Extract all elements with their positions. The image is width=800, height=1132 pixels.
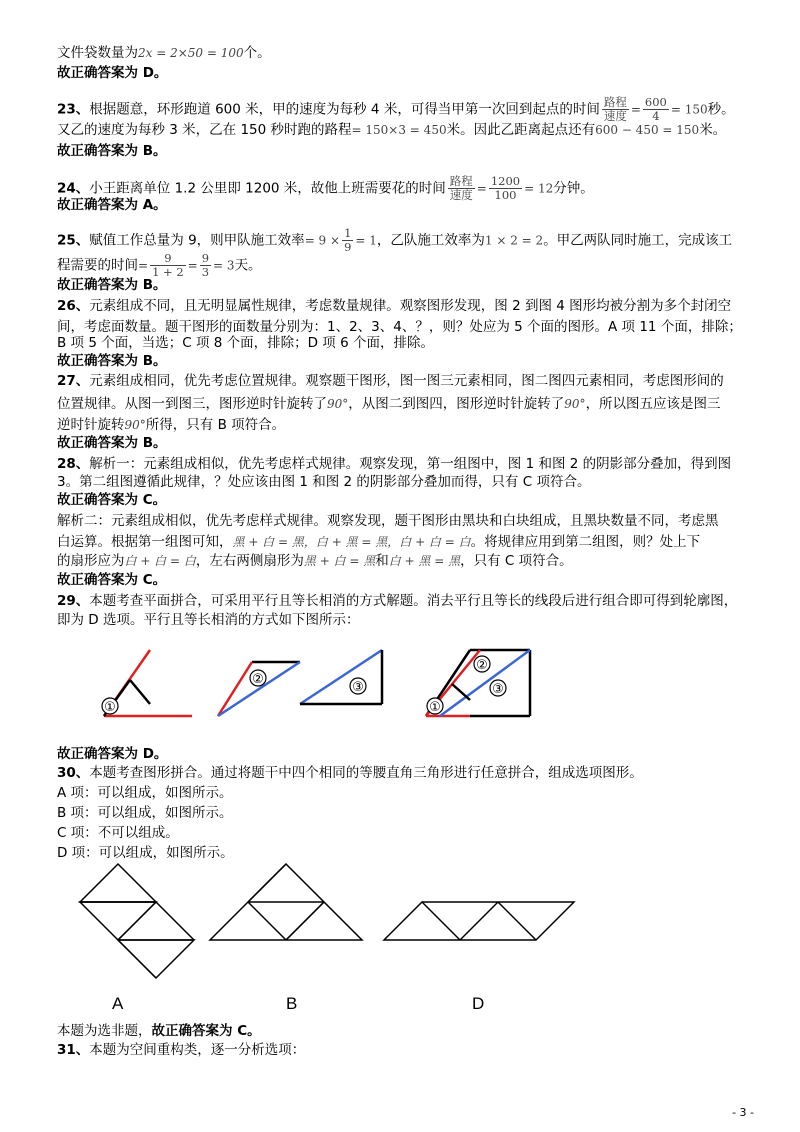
text-span: 和 [375,553,389,569]
answer-line: 故正确答案为 B。 [57,353,167,369]
circle-label-2: ② [476,658,488,673]
question-27-line-1 [57,372,724,390]
figure-29-diagram [90,640,570,740]
question-30-conclusion [57,1022,261,1040]
question-26-line-2: 间，考虑面数量。题干图形的面数量分别为：1、2、3、4、？，则？处应为 5 个面的图形。A 项 11 个面，排除； [57,319,742,335]
question-26-line-3: B 项 5 个面，当选；C 项 8 个面，排除；D 项 6 个面，排除。 [57,335,434,351]
formula: 白 + 白 = 白 [399,535,471,549]
text-span: 本题考查图形拼合。通过将题干中四个相同的等腰直角三角形进行任意拼合，组成选项图形。 [89,765,643,781]
question-23-line-2 [57,121,726,139]
question-29-line-2: 即为 D 选项。平行且等长相消的方式如下图所示： [57,612,360,628]
formula: = 150 [670,102,708,117]
question-23-line-1: 23、根据题意，环形跑道 600 米，甲的速度为每秒 4 米，可得当甲第一次回到起点的时间 $\frac{\text{路程}}{\text{速度}}$ = $\frac{600}{4}$ = 150秒。 [57,95,735,123]
figure-30-shape-a [80,864,194,978]
text-span: 个。 [243,45,271,61]
answer-line: 故正确答案为 D。 [57,65,168,81]
numerator: 600 [644,95,667,109]
text-span: 位置规律。从图一到图三，图形逆时针旋转了 [57,396,327,412]
question-28-line-2: 3。第二组图遵循此规律，？处应该由图 1 和图 2 的阴影部分叠加而得，只有 C 项符合。 [57,474,591,490]
question-26-line-1 [57,297,731,315]
circle-label-3: ③ [352,680,364,695]
question-28-line-3: 解析二：元素组成相似，优先考虑样式规律。观察发现，题干图形由黑块和白块组成，且黑块数量不同，考虑黑 [57,513,719,529]
formula: = 1 [355,233,377,248]
answer-line: 故正确答案为 B。 [57,435,167,451]
question-24-line-1: 24、小王距离单位 1.2 公里即 1200 米，故他上班需要花的时间 $\frac{\text{路程}}{\text{速度}}$ = $\frac{1200}{100}$ = 12分钟。 [57,174,594,202]
fraction [342,227,353,254]
question-30-line-1 [57,764,643,782]
figure-29-combined-shape [426,650,530,716]
formula: 90° [327,397,349,411]
formula: 白 + 黑 = 黑 [388,554,461,568]
figure-29-shape-1 [102,650,192,716]
option-d-line: D 项：可以组成，如图所示。 [57,845,234,861]
text-span: 白运算。根据第一组图可知， [57,534,233,550]
question-number: 25、 [57,232,90,249]
text-span: 根据题意，环形跑道 600 米，甲的速度为每秒 4 米，可得当甲第一次回到起点的时间 [89,101,600,118]
denominator: 速度 [449,188,473,202]
circle-label-3: ③ [492,682,504,697]
formula: 1 × 2 = 2 [484,233,544,248]
figure-label-b: B [286,994,298,1013]
figure-label-a: A [112,994,124,1013]
formula: 白 + 黑 = 黑， [315,535,400,549]
question-number: 30、 [57,765,90,781]
denominator: 速度 [603,109,627,123]
question-28-line-5 [57,552,573,570]
text-span: ，左右两侧扇形为 [195,553,304,569]
answer-line: 故正确答案为 A。 [57,197,167,213]
text-span: 秒。 [707,101,735,118]
text-span: 米。因此乙距离起点还有 [446,122,596,138]
question-number: 28、 [57,456,90,472]
formula: 600 − 450 = 150 [595,123,700,137]
fraction [150,252,186,279]
formula: = 3 [213,258,235,273]
fraction [200,252,211,279]
fraction [602,96,629,123]
text-span: 本题为选非题， [57,1023,152,1039]
text-span: 元素组成相同，优先考虑位置规律。观察题干图形，图一图三元素相同，图二图四元素相同，考虑图形间的 [89,373,724,389]
numerator: 9 [150,252,186,266]
answer-text: 故正确答案为 C。 [151,1023,261,1039]
denominator: 3 [201,265,210,279]
text-span: 小王距离单位 1.2 公里即 1200 米，故他上班需要花的时间 [89,180,446,197]
numerator: 路程 [449,174,473,188]
formula: 2x = 2×50 = 100 [138,46,244,60]
question-number: 24、 [57,180,90,197]
answer-line: 故正确答案为 B。 [57,143,167,159]
question-27-line-3 [57,416,285,434]
denominator: 100 [494,188,517,202]
question-25-line-2: 程需要的时间= $\frac{9}{1 + 2}$ = $\frac{9}{3}$ = 3天。 [57,251,262,279]
formula: = 9 × [304,233,341,248]
text-span: 文件袋数量为 [57,45,138,61]
text-span: 米。 [699,122,727,138]
question-31-line-1 [57,1041,305,1059]
question-number: 26、 [57,298,90,314]
answer-line: 故正确答案为 B。 [57,277,167,293]
text-span: 又乙的速度为每秒 3 米，乙在 150 秒时跑的路程 [57,122,352,138]
text-span: 解析一：元素组成相似，优先考虑样式规律。观察发现，第一组图中，图 1 和图 2 的阴影部分叠加，得到图 [89,456,732,472]
denominator: 9 [344,240,352,254]
text-span: 分钟。 [553,180,594,197]
text-span: 元素组成不同，且无明显属性规律，考虑数量规律。观察图形发现，图 2 到图 4 图形均被分割为多个封闭空 [89,298,732,314]
formula: 黑 + 白 = 黑， [232,535,316,549]
question-28-line-4 [57,533,700,551]
formula: 90° [124,418,146,432]
text-span: ，从图二到图四，图形逆时针旋转了 [348,396,565,412]
formula: 白 + 白 = 白 [124,554,196,568]
option-c-line: C 项：不可以组成。 [57,825,179,841]
text-span: 赋值工作总量为 9，则甲队施工效率 [89,232,305,249]
text-span: 逆时针旋转 [57,417,125,433]
question-number: 27、 [57,373,90,389]
question-28-line-1 [57,455,731,473]
option-a-line: A 项：可以组成，如图所示。 [57,785,233,801]
fraction [643,96,669,123]
question-number: 29、 [57,593,90,609]
page-number: - 3 - [732,1106,754,1119]
answer-line: 故正确答案为 D。 [57,746,168,762]
numerator: 路程 [603,95,627,109]
denominator: 4 [652,109,660,123]
circle-label-1: ① [104,700,116,715]
text-span: 。甲乙两队同时施工，完成该工 [543,232,733,249]
question-25-line-1 [57,227,732,254]
answer-line: 故正确答案为 C。 [57,492,167,508]
numerator: 9 [201,251,210,265]
text-span: 。将规律应用到第二组图，则？处上下 [470,534,701,550]
formula: = 150×3 = 450 [351,123,447,137]
text-span: 所得，只有 B 项符合。 [145,417,286,433]
text-span: 天。 [234,257,262,274]
fraction [448,175,475,202]
circle-label-2: ② [252,672,264,687]
text-span: ，乙队施工效率为 [376,232,485,249]
circle-label-1: ① [429,700,441,715]
answer-line: 故正确答案为 C。 [57,572,167,588]
figure-30-shape-b [210,864,362,940]
text-span: 的扇形应为 [57,553,125,569]
text-span: 程需要的时间 [57,257,138,274]
text-line [57,44,271,62]
denominator: 1 + 2 [152,265,184,279]
formula: = 12 [524,181,554,196]
figure-30-shape-d [384,902,574,940]
figure-29-shape-2 [218,662,300,716]
figure-30-diagram [68,860,608,980]
text-span: ，所以图五应该是图三 [585,396,721,412]
figure-29-shape-3 [300,650,382,704]
text-span: 本题考查平面拼合，可采用平行且等长相消的方式解题。消去平行且等长的线段后进行组合即可得到轮廓图， [89,593,738,609]
question-27-line-2 [57,395,721,413]
question-number: 23、 [57,101,90,118]
formula: 90° [564,397,586,411]
numerator: 1 [344,226,352,240]
numerator: 1200 [490,174,521,188]
text-span: ，只有 C 项符合。 [460,553,573,569]
question-29-line-1 [57,592,737,610]
figure-label-d: D [472,994,485,1013]
fraction [489,175,522,202]
option-b-line: B 项：可以组成，如图所示。 [57,805,233,821]
text-span: 本题为空间重构类，逐一分析选项： [89,1042,306,1058]
formula: 黑 + 白 = 黑 [303,554,376,568]
question-number: 31、 [57,1042,90,1058]
